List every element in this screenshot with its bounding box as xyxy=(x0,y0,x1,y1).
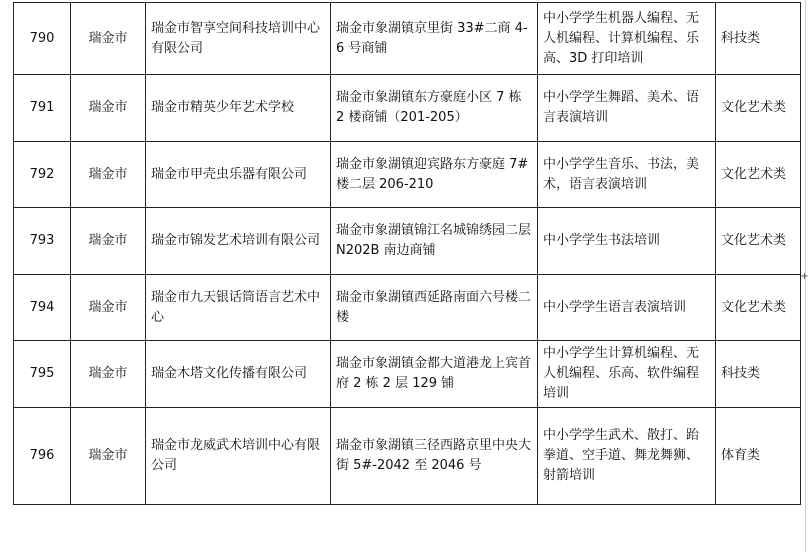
category-cell: 科技类 xyxy=(716,3,801,75)
table-row xyxy=(14,341,801,408)
training-content-cell: 中小学学生机器人编程、无人机编程、计算机编程、乐高、3D 打印培训 xyxy=(538,3,716,75)
institution-name-cell: 瑞金市龙威武术培训中心有限公司 xyxy=(146,408,331,505)
institution-name-cell: 瑞金市甲壳虫乐器有限公司 xyxy=(146,142,331,208)
category-cell: 文化艺术类 xyxy=(716,75,801,142)
category-cell: 文化艺术类 xyxy=(716,142,801,208)
table-row xyxy=(14,408,801,505)
training-content-cell: 中小学学生音乐、书法，美术，语言表演培训 xyxy=(538,142,716,208)
row-number: 795 xyxy=(14,341,71,408)
row-number: 790 xyxy=(14,3,71,75)
city-cell: 瑞金市 xyxy=(71,408,146,505)
city-cell: 瑞金市 xyxy=(71,142,146,208)
city-cell: 瑞金市 xyxy=(71,3,146,75)
row-number: 793 xyxy=(14,208,71,275)
city-cell: 瑞金市 xyxy=(71,275,146,341)
institution-name-cell: 瑞金市九天银话筒语言艺术中心 xyxy=(146,275,331,341)
category-cell: 体育类 xyxy=(716,408,801,505)
table-row xyxy=(14,3,801,75)
institution-name-cell: 瑞金市锦发艺术培训有限公司 xyxy=(146,208,331,275)
city-cell: 瑞金市 xyxy=(71,341,146,408)
category-cell: 文化艺术类 xyxy=(716,208,801,275)
institution-name-cell: 瑞金市智享空间科技培训中心有限公司 xyxy=(146,3,331,75)
institution-table xyxy=(13,2,801,505)
training-content-cell: 中小学学生书法培训 xyxy=(538,208,716,275)
training-content-cell: 中小学学生语言表演培训 xyxy=(538,275,716,341)
category-cell: 科技类 xyxy=(716,341,801,408)
address-cell: 瑞金市象湖镇西延路南面六号楼二楼 xyxy=(331,275,538,341)
table-row xyxy=(14,142,801,208)
address-cell: 瑞金市象湖镇金都大道港龙上宾首府 2 栋 2 层 129 铺 xyxy=(331,341,538,408)
training-content-cell: 中小学学生计算机编程、无人机编程、乐高、软件编程培训 xyxy=(538,341,716,408)
row-number: 794 xyxy=(14,275,71,341)
address-cell: 瑞金市象湖镇东方豪庭小区 7 栋 2 楼商铺（201-205） xyxy=(331,75,538,142)
institution-name-cell: 瑞金木塔文化传播有限公司 xyxy=(146,341,331,408)
city-cell: 瑞金市 xyxy=(71,75,146,142)
row-number: 792 xyxy=(14,142,71,208)
category-cell: 文化艺术类 xyxy=(716,275,801,341)
table-row xyxy=(14,208,801,275)
plus-marker-icon[interactable]: + xyxy=(800,271,809,282)
institution-name-cell: 瑞金市精英少年艺术学校 xyxy=(146,75,331,142)
table-row xyxy=(14,275,801,341)
address-cell: 瑞金市象湖镇三径西路京里中央大街 5#-2042 至 2046 号 xyxy=(331,408,538,505)
row-number: 791 xyxy=(14,75,71,142)
address-cell: 瑞金市象湖镇迎宾路东方豪庭 7#楼二层 206-210 xyxy=(331,142,538,208)
training-content-cell: 中小学学生舞蹈、美术、语言表演培训 xyxy=(538,75,716,142)
row-number: 796 xyxy=(14,408,71,505)
table-row xyxy=(14,75,801,142)
city-cell: 瑞金市 xyxy=(71,208,146,275)
address-cell: 瑞金市象湖镇京里街 33#二商 4-6 号商铺 xyxy=(331,3,538,75)
training-content-cell: 中小学学生武术、散打、跆拳道、空手道、舞龙舞狮、射箭培训 xyxy=(538,408,716,505)
address-cell: 瑞金市象湖镇锦江名城锦绣园二层 N202B 南边商铺 xyxy=(331,208,538,275)
